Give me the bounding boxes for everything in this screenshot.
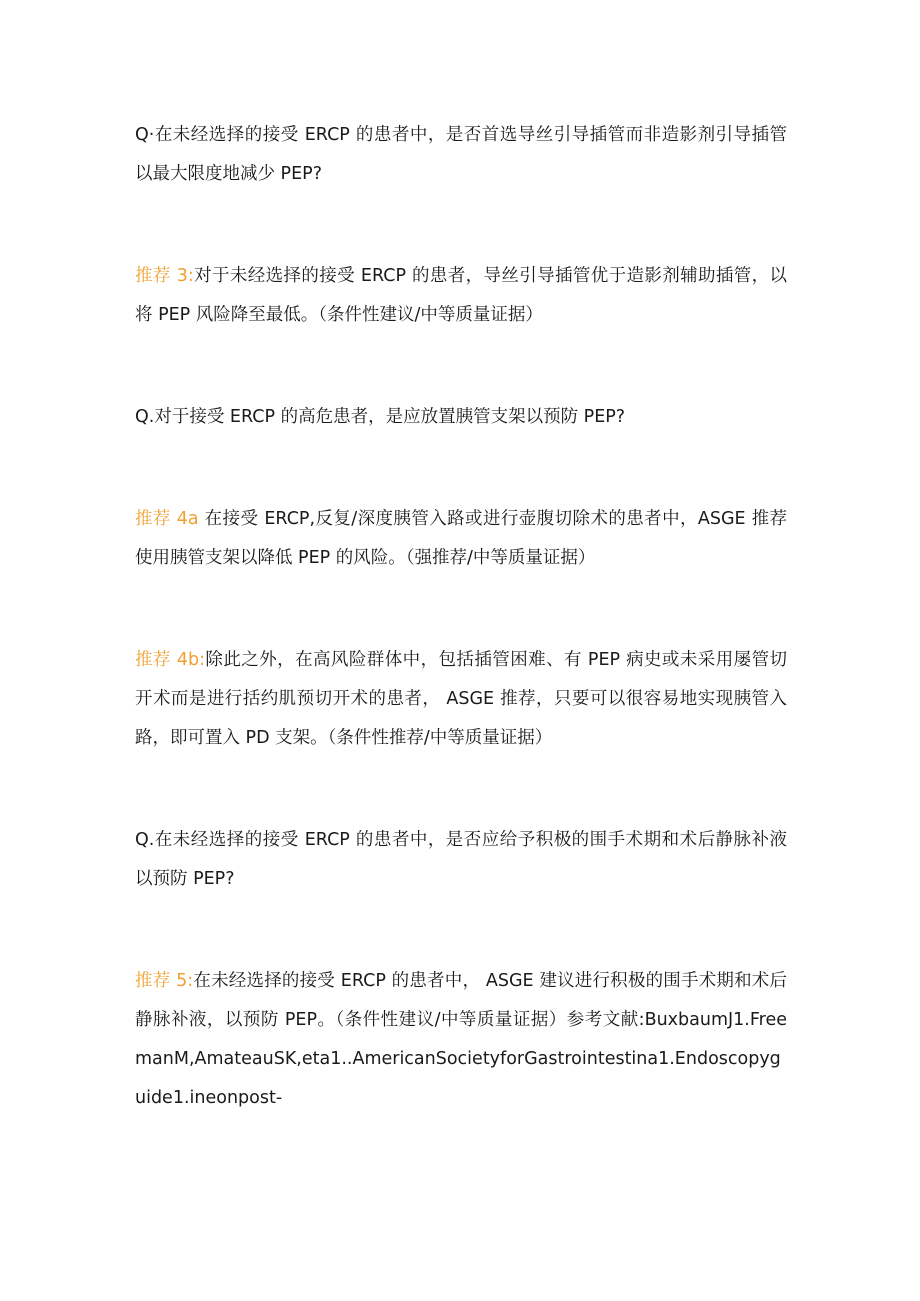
paragraph-gap [135,758,787,821]
recommendation-5-label: 推荐 5: [135,971,194,991]
recommendation-4a [135,500,787,578]
recommendation-4b-text: 除此之外，在高风险群体中，包括插管困难、有 PEP 病史或未采用屡管切开术而是进行括约肌预切开术的患者， ASGE 推荐，只要可以很容易地实现胰管入路，即可置入 PD 支架。（条件性推荐/中等质量证据） [135,650,788,748]
paragraph-gap [135,194,787,257]
paragraph-gap [135,578,787,641]
recommendation-3 [135,257,787,335]
recommendation-5 [135,962,787,1118]
paragraph-gap [135,899,787,962]
recommendation-5-text: 在未经选择的接受 ERCP 的患者中， ASGE 建议进行积极的围手术期和术后静脉补液，以预防 PEP。（条件性建议/中等质量证据）参考文献:BuxbaumJ1.FreemanM,AmateauSK,eta1..AmericanSocietyforGastrointestina1.Endoscopyguide1.ineonpost- [135,971,787,1108]
recommendation-3-text: 对于未经选择的接受 ERCP 的患者，导丝引导插管优于造影剂辅助插管，以将 PEP 风险降至最低。（条件性建议/中等质量证据） [135,266,788,325]
paragraph-gap [135,437,787,500]
question-2: Q.对于接受 ERCP 的高危患者，是应放置胰管支架以预防 PEP? [135,407,626,427]
recommendation-4b-label: 推荐 4b: [135,650,205,670]
document-body [135,116,787,1118]
question-1: Q·在未经选择的接受 ERCP 的患者中，是否首选导丝引导插管而非造影剂引导插管以最大限度地减少 PEP? [135,125,787,184]
recommendation-3-label: 推荐 3: [135,266,194,286]
recommendation-4b [135,641,787,758]
recommendation-4a-label: 推荐 4a [135,509,199,529]
recommendation-4a-text: 在接受 ERCP,反复/深度胰管入路或进行壶腹切除术的患者中，ASGE 推荐使用胰管支架以降低 PEP 的风险。（强推荐/中等质量证据） [135,509,788,568]
paragraph-gap [135,335,787,398]
question-3: Q.在未经选择的接受 ERCP 的患者中，是否应给予积极的围手术期和术后静脉补液以预防 PEP? [135,830,787,889]
